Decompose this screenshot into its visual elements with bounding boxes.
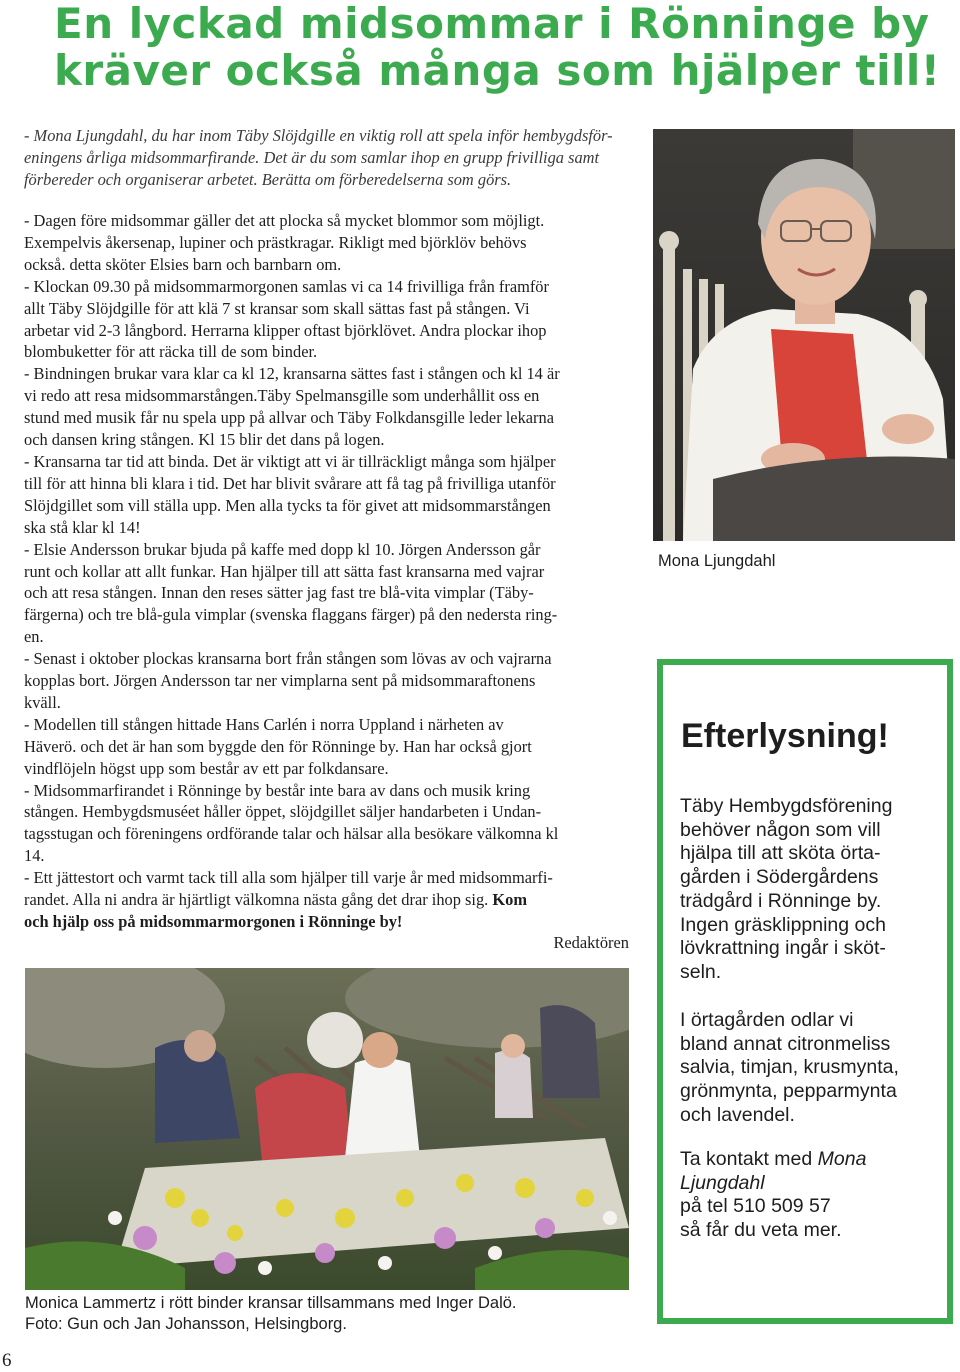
portrait-photo bbox=[653, 129, 955, 541]
bold-invitation-end: och hjälp oss på midsommarmorgonen i Rönninge by! bbox=[24, 912, 403, 931]
body-line: Exempelvis åkersenap, lupiner och prästkragar. Rikligt med björklöv behövs bbox=[24, 232, 527, 252]
notice-line: salvia, timjan, krusmynta, bbox=[680, 1056, 899, 1079]
body-line: Slöjdgillet som vill ställa upp. Men alla tycks ta för givet att midsommarstången bbox=[24, 495, 551, 515]
notice-line: Täby Hembygdsförening bbox=[680, 795, 893, 817]
body-line-with-bold bbox=[24, 889, 639, 911]
body-line: och att resa stången. Innan den reses sätter jag fast tre blå-vita vimplar (Täby- bbox=[24, 583, 534, 603]
group-illustration bbox=[25, 968, 629, 1290]
notice-line: Ingen gräsklippning och bbox=[680, 913, 886, 936]
notice-line: seln. bbox=[680, 960, 722, 983]
body-line: stången. Hembygdsmuséet håller öppet, slöjdgillet säljer handarbeten i Undan- bbox=[24, 802, 542, 822]
body-line: - Elsie Andersson brukar bjuda på kaffe med dopp kl 10. Jörgen Andersson går bbox=[24, 539, 541, 559]
notice-line: bland annat citronmeliss bbox=[680, 1032, 891, 1055]
notice-line: behöver någon som vill bbox=[680, 818, 881, 841]
notice-line: gården i Södergårdens bbox=[680, 866, 879, 889]
body-line: - Midsommarfirandet i Rönninge by består inte bara av dans och musik kring bbox=[24, 780, 531, 800]
intro-line: eningens årliga midsommarfirande. Det är du som samlar ihop en grupp frivilliga samt bbox=[24, 148, 600, 167]
wanted-notice-box bbox=[657, 659, 953, 1324]
body-line: blombuketter för att räcka till de som binder. bbox=[24, 342, 318, 362]
body-line: randet. Alla ni andra är hjärtligt välkomna nästa gång det drar ihop sig. bbox=[24, 890, 489, 910]
photo-credit: Foto: Gun och Jan Johansson, Helsingborg. bbox=[25, 1315, 347, 1333]
title-line-2: kräver också många som hjälper till! bbox=[54, 46, 941, 95]
bold-invitation-start: Kom bbox=[492, 890, 527, 910]
caption-line: Monica Lammertz i rött binder kransar tillsammans med Inger Dalö. bbox=[25, 1294, 517, 1312]
portrait-illustration bbox=[653, 129, 955, 541]
body-line: kväll. bbox=[24, 692, 61, 712]
contact-closing: så får du veta mer. bbox=[680, 1219, 842, 1242]
contact-line bbox=[680, 1148, 866, 1172]
body-line: vindflöjeln högst upp som består av ett par folkdansare. bbox=[24, 758, 389, 778]
intro-line: förbereder och organiserar arbetet. Berätta om förberedelserna som görs. bbox=[24, 170, 512, 189]
body-line: allt Täby Slöjdgille för att klä 7 st kransar som skall sättas fast på stången. Vi bbox=[24, 298, 530, 318]
body-line: till för att hinna bli klara i tid. Det har blivit svårare att få tag på frivilliga utanför bbox=[24, 473, 556, 493]
contact-first-name: Mona bbox=[817, 1148, 867, 1170]
notice-line: hjälpa till att sköta örta- bbox=[680, 842, 881, 865]
body-line: vi redo att resa midsommarstången.Täby Spelmansgille som underhållit oss en bbox=[24, 386, 540, 406]
contact-prefix: Ta kontakt med bbox=[680, 1148, 813, 1170]
article-body bbox=[24, 210, 639, 933]
body-line: ska stå klar kl 14! bbox=[24, 517, 141, 537]
notice-line: grönmynta, pepparmynta bbox=[680, 1080, 897, 1103]
contact-phone: på tel 510 509 57 bbox=[680, 1195, 831, 1218]
body-line: och dansen kring stången. Kl 15 blir det dans på logen. bbox=[24, 430, 385, 450]
portrait-caption: Mona Ljungdahl bbox=[658, 552, 776, 570]
notice-line: trädgård i Rönninge by. bbox=[680, 889, 882, 912]
body-line: kopplas bort. Jörgen Andersson tar ner vimplarna sent på midsommaraftonens bbox=[24, 671, 536, 691]
body-line: färgerna) och tre blå-gula vimplar (svenska flaggans färger) på den nedersta ring- bbox=[24, 605, 558, 625]
body-line: - Kransarna tar tid att binda. Det är viktigt att vi är tillräckligt många som hjälper bbox=[24, 451, 556, 471]
notice-line: och lavendel. bbox=[680, 1103, 795, 1126]
body-line: - Ett jättestort och varmt tack till alla som hjälper till varje år med midsommarfi- bbox=[24, 868, 553, 888]
body-line: - Bindningen brukar vara klar ca kl 12, kransarna sättes fast i stången och kl 14 är bbox=[24, 364, 560, 384]
signature: Redaktören bbox=[553, 933, 629, 952]
page-number: 6 bbox=[2, 1350, 12, 1371]
body-line: arbetar vid 2-3 långbord. Herrarna klipper oftast björklövet. Andra plockar ihop bbox=[24, 320, 547, 340]
body-line: en. bbox=[24, 627, 44, 647]
group-photo-caption bbox=[25, 1293, 645, 1335]
contact-last-name: Ljungdahl bbox=[680, 1171, 765, 1194]
notice-line: I örtagården odlar vi bbox=[680, 1009, 854, 1031]
intro-line: - Mona Ljungdahl, du har inom Täby Slöjdgille en viktig roll att spela inför hembygdsför- bbox=[24, 126, 613, 145]
notice-paragraph-1 bbox=[680, 795, 892, 985]
body-line: 14. bbox=[24, 846, 45, 866]
body-line: Häverö. och det är han som byggde den för Rönninge by. Han har också gjort bbox=[24, 736, 532, 756]
title-line-1: En lyckad midsommar i Rönninge by bbox=[54, 0, 930, 48]
body-line: - Klockan 09.30 på midsommarmorgonen samlas vi ca 14 frivilliga från framför bbox=[24, 276, 549, 296]
body-line: runt och kollar att allt funkar. Han hjälper till att sätta fast kransarna med vajrar bbox=[24, 561, 545, 581]
body-line: också. detta sköter Elsies barn och barnbarn om. bbox=[24, 254, 342, 274]
notice-contact bbox=[680, 1148, 866, 1243]
body-line: stund med musik får nu spela upp på allvar och Täby Folkdansgille leder lekarna bbox=[24, 408, 554, 428]
body-line: - Dagen före midsommar gäller det att plocka så mycket blommor som möjligt. bbox=[24, 211, 545, 230]
article-title bbox=[54, 0, 954, 94]
body-line: tagsstugan och föreningens ordförande talar och hälsar alla besökare välkomna kl bbox=[24, 824, 559, 844]
body-line: - Modellen till stången hittade Hans Carlén i norra Uppland i närheten av bbox=[24, 714, 504, 734]
group-photo bbox=[25, 968, 629, 1290]
notice-paragraph-2 bbox=[680, 1009, 899, 1128]
body-line: - Senast i oktober plockas kransarna bort från stången som lövas av och vajrarna bbox=[24, 649, 552, 669]
notice-title: Efterlysning! bbox=[681, 717, 889, 755]
interview-question bbox=[24, 125, 644, 191]
notice-line: lövkrattning ingår i sköt- bbox=[680, 937, 886, 960]
